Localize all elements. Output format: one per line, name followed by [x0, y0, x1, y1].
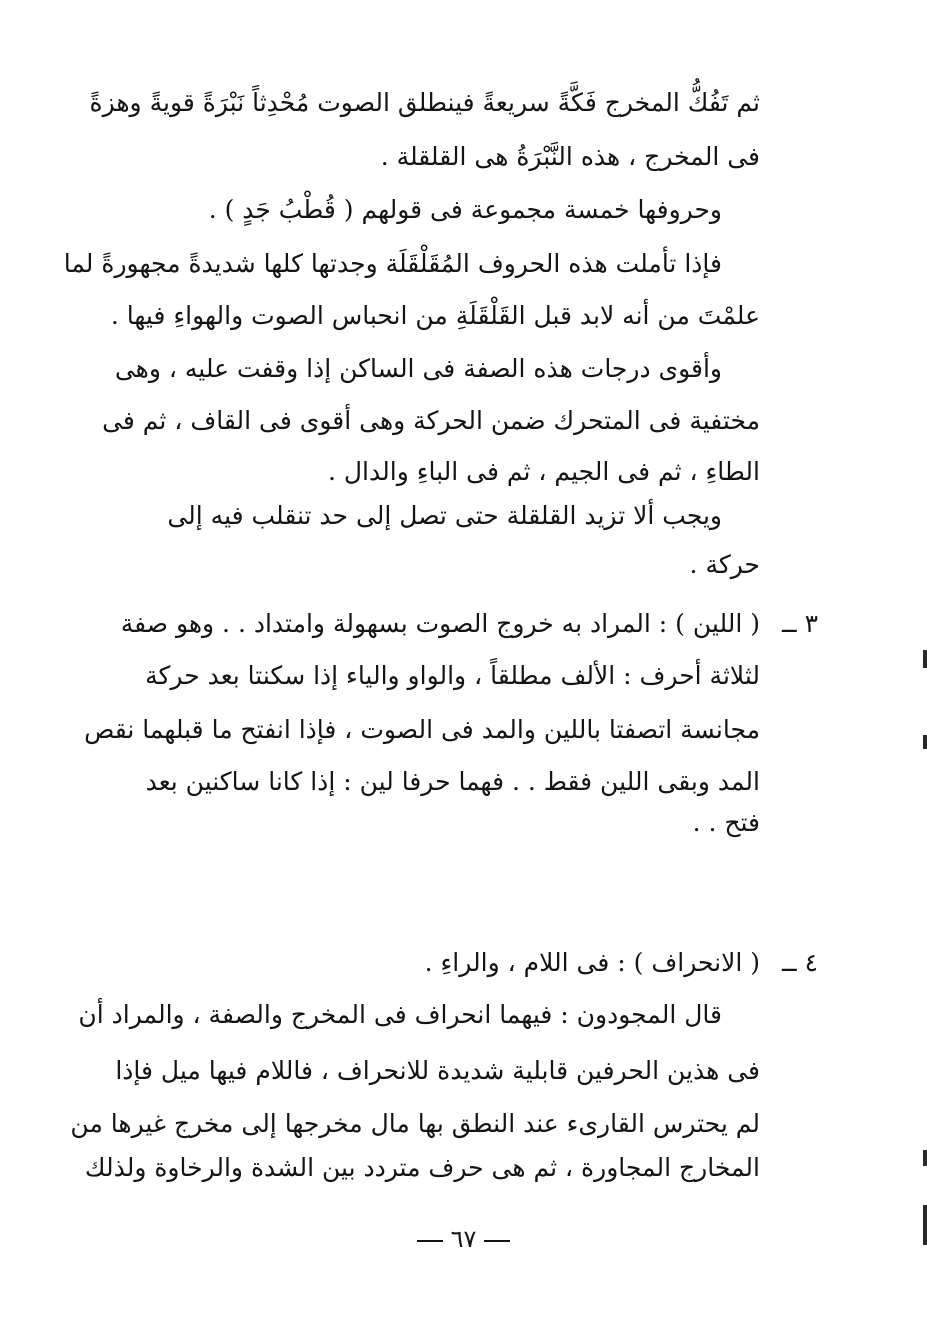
text-line: قال المجودون : فيهما انحراف فى المخرج والصفة ، والمراد أن — [78, 1000, 722, 1029]
item-number: ٣ ــ — [781, 609, 818, 638]
item-number: ٤ ــ — [781, 948, 818, 977]
text-line: فتح . . — [692, 808, 760, 837]
text-line: وأقوى درجات هذه الصفة فى الساكن إذا وقفت عليه ، وهى — [114, 354, 722, 383]
page-number-dash — [417, 1240, 443, 1242]
text-line: لم يحترس القارىء عند النطق بها مال مخرجها إلى مخرج غيرها من — [70, 1109, 760, 1138]
text-line: المخارج المجاورة ، ثم هى حرف متردد بين الشدة والرخاوة ولذلك — [84, 1153, 760, 1182]
text-line: علمْتَ من أنه لابد قبل القَلْقَلَةِ من انحباس الصوت والهواءِ فيها . — [110, 301, 760, 330]
text-line: حركة . — [689, 550, 760, 579]
text-line: فإذا تأملت هذه الحروف المُقَلْقَلَة وجدتها كلها شديدةً مجهورةً لما — [63, 249, 722, 278]
text-line: ( اللين ) : المراد به خروج الصوت بسهولة وامتداد . . وهو صفة — [120, 609, 760, 638]
text-line: ثم تَفُكُّ المخرج فَكَّةً سريعةً فينطلق الصوت مُحْدِثاً نَبْرَةً قويةً وهزةً — [89, 88, 760, 117]
text-line: لثلاثة أحرف : الألف مطلقاً ، والواو والياء إذا سكنتا بعد حركة — [145, 661, 760, 690]
scan-edge-mark — [923, 650, 927, 668]
page-number-dash — [484, 1240, 510, 1242]
text-line: وحروفها خمسة مجموعة فى قولهم ( قُطْبُ جَدٍ ) . — [208, 195, 722, 224]
text-line: فى المخرج ، هذه النَّبْرَةُ هى القلقلة . — [380, 142, 760, 171]
text-line: الطاءِ ، ثم فى الجيم ، ثم فى الباءِ والدال . — [328, 457, 760, 486]
page-number-value: ٦٧ — [450, 1225, 477, 1253]
scan-edge-mark — [923, 1150, 927, 1166]
text-line: ( الانحراف ) : فى اللام ، والراءِ . — [424, 948, 760, 977]
text-line: مجانسة اتصفتا باللين والمد فى الصوت ، فإذا انفتح ما قبلهما نقص — [84, 715, 760, 744]
text-line: مختفية فى المتحرك ضمن الحركة وهى أقوى فى القاف ، ثم فى — [102, 406, 760, 435]
text-line: ويجب ألا تزيد القلقلة حتى تصل إلى حد تنقلب فيه إلى — [167, 501, 722, 530]
page-number — [0, 1222, 927, 1256]
text-line: المد وبقى اللين فقط . . فهما حرفا لين : إذا كانا ساكنين بعد — [145, 767, 760, 796]
scan-edge-mark — [923, 735, 927, 749]
scan-edge-mark — [923, 1205, 927, 1245]
text-line: فى هذين الحرفين قابلية شديدة للانحراف ، فاللام فيها ميل فإذا — [115, 1056, 760, 1085]
